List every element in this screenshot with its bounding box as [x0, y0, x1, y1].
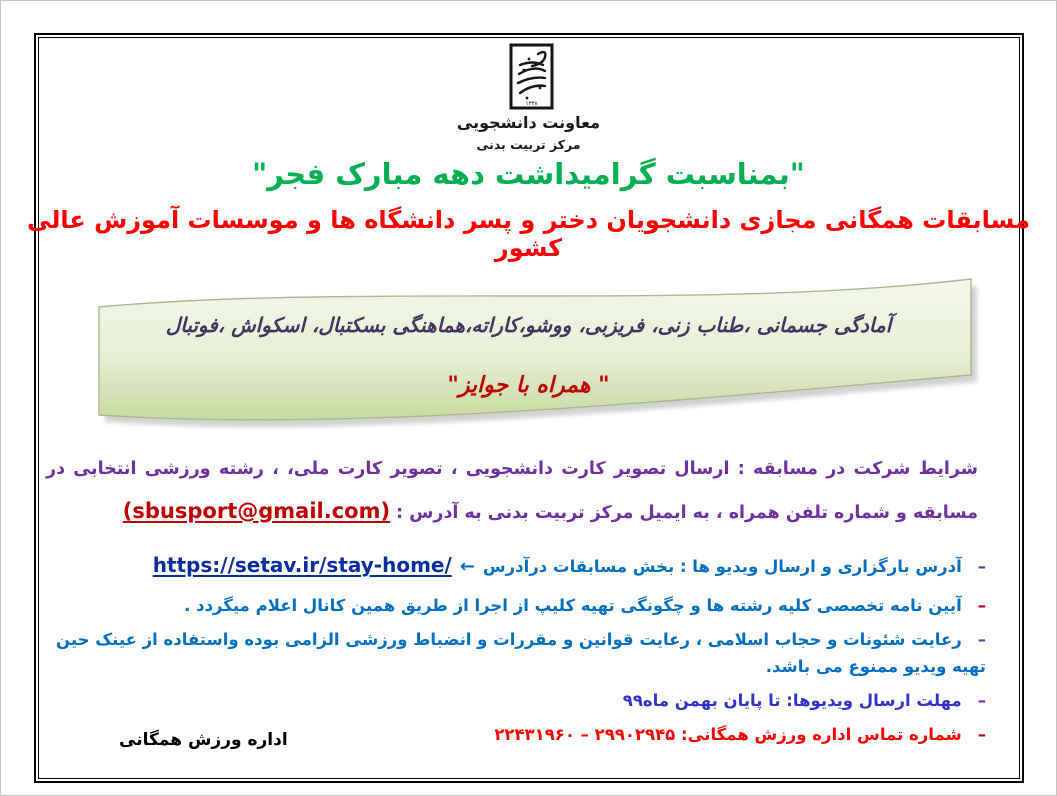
- dress-code-note: رعایت شئونات و حجاب اسلامی ، رعایت قوانین و مقررات و انضباط ورزشی الزامی بوده واستفاده از عینک حین تهیه ویدیو ممنوع می باشد.: [56, 630, 986, 676]
- occasion-heading: "بمناسبت گرامیداشت دهه مبارک فجر": [252, 157, 805, 191]
- bullet-dash: –: [977, 630, 986, 650]
- main-title: مسابقات همگانی مجازی دانشجویان دختر و پسر دانشگاه ها و موسسات آموزش عالی کشور: [27, 206, 1030, 262]
- sports-list: آمادگی جسمانی ،طناب زنی، فریزبی، ووشو،کاراته،هماهنگی بسکتبال، اسکواش ،فوتبال: [165, 313, 892, 337]
- wave-banner: [63, 263, 1003, 441]
- upload-url-link[interactable]: https://setav.ir/stay-home/: [152, 553, 452, 577]
- bullet-dash: –: [977, 557, 986, 576]
- department-signature: اداره ورزش همگانی: [119, 730, 288, 750]
- list-item: [49, 549, 986, 581]
- email-link[interactable]: (sbusport@gmail.com): [122, 498, 391, 523]
- list-item: [49, 688, 986, 715]
- bullet-dash: –: [977, 690, 986, 710]
- prizes-note: " همراه با جوایز": [447, 373, 610, 398]
- org-line-1: معاونت دانشجویی: [456, 113, 601, 132]
- deadline-note: مهلت ارسال ویدیوها: تا پایان بهمن ماه۹۹: [622, 690, 962, 710]
- list-item: [49, 627, 986, 680]
- bullet-dash: –: [977, 596, 986, 616]
- conditions-paragraph: [46, 451, 978, 534]
- bullet-list: [49, 549, 986, 714]
- contact-phone-numbers: شماره تماس اداره ورزش همگانی: ۲۹۹۰۲۹۴۵ – ۲۲۴۳۱۹۶۰: [494, 725, 962, 744]
- conditions-text: شرایط شرکت در مسابقه : ارسال تصویر کارت دانشجویی ، تصویر کارت ملی، ، رشته ورزشی انتخابی در مسابقه و شماره تلفن همراه ، به ایمیل مرکز تربیت بدنی به آدرس :: [46, 459, 978, 523]
- org-line-2: مرکز تربیت بدنی: [476, 137, 581, 152]
- bullet-dash: –: [977, 725, 986, 744]
- upload-address-label: آدرس بارگزاری و ارسال ویدیو ها : بخش مسابقات درآدرس: [482, 557, 962, 576]
- left-arrow-icon: ←: [459, 556, 475, 577]
- logo-year: ۱۳۳۸: [525, 101, 538, 107]
- university-logo-icon: [509, 43, 554, 110]
- regulations-note: آیین نامه تخصصی کلیه رشته ها و چگونگی تهیه کلیپ از اجرا از طریق همین کانال اعلام میگردد .: [184, 596, 962, 616]
- list-item: [49, 593, 986, 620]
